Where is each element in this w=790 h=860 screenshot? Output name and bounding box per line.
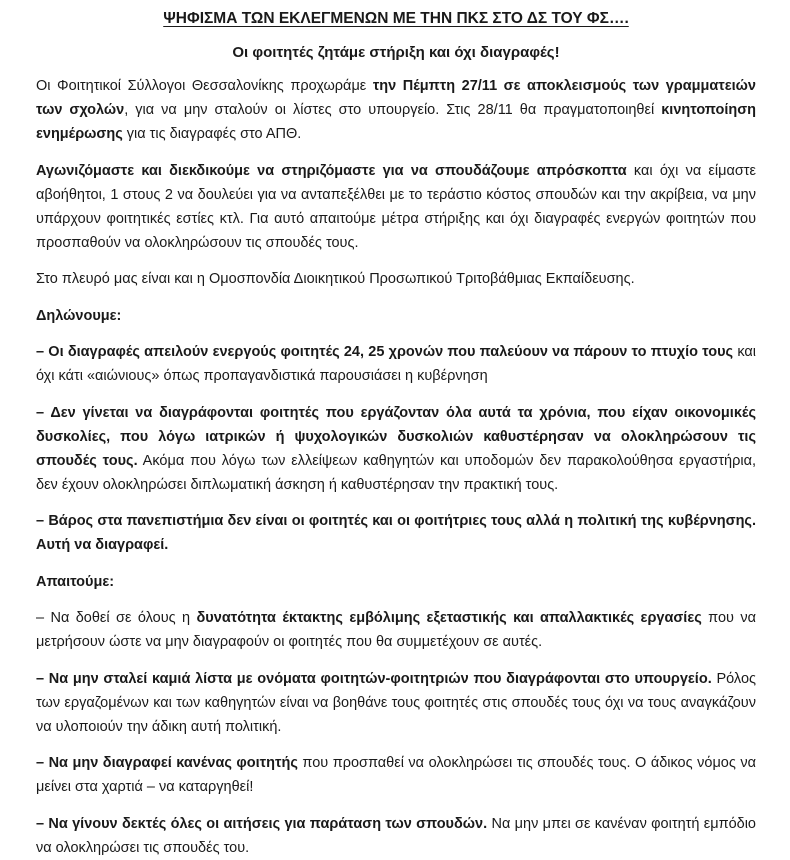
text-segment: και όχι κάτι «αιώνιους» όπως προπαγανδιστικά παρουσιάσει η κυβέρνηση	[36, 344, 756, 384]
paragraph	[36, 606, 756, 654]
text-segment: Στο πλευρό μας είναι και η Ομοσπονδία Διοικητικού Προσωπικού Τριτοβάθμιας Εκπαίδευσης.	[36, 271, 635, 287]
text-segment: δυνατότητα έκτακτης εμβόλιμης εξεταστικής και απαλλακτικές εργασίες	[196, 610, 702, 626]
text-segment: και όχι να είμαστε αβοήθητοι, 1 στους 2 να δουλεύει για να ανταπεξέλθει με το τεράστιο κόστος σπουδών και την ακρίβεια, να μην υπάρχουν φοιτητικές εστίες κτλ. Για αυτό απαιτούμε μέτρα στήριξης και όχι διαγραφές ενεργών φοιτητών που προσπαθούν να ολοκληρώσουν τις σπουδές τους.	[36, 162, 756, 251]
paragraph	[36, 667, 756, 739]
paragraph	[36, 570, 756, 594]
text-segment: – Δεν γίνεται να διαγράφονται φοιτητές που εργάζονταν όλα αυτά τα χρόνια, που είχαν οικονομικές δυσκολίες, που λόγω ιατρικών ή ψυχολογικών δυσκολιών καθυστέρησαν να ολοκληρώσουν τις σπουδές τους.	[36, 404, 756, 469]
text-segment: Οι Φοιτητικοί Σύλλογοι Θεσσαλονίκης προχωράμε	[36, 78, 373, 94]
text-segment: που να μετρήσουν ώστε να μην διαγραφούν οι φοιτητές που θα συμμετέχουν σε αυτές.	[36, 610, 756, 650]
text-segment: την Πέμπτη 27/11 σε αποκλεισμούς των γραμματειών των σχολών	[36, 78, 756, 118]
document-title: ΨΗΦΙΣΜΑ ΤΩΝ ΕΚΛΕΓΜΕΝΩΝ ΜΕ ΤΗΝ ΠΚΣ ΣΤΟ ΔΣ ΤΟΥ ΦΣ….	[163, 10, 629, 27]
paragraph	[36, 812, 756, 860]
text-segment: – Να δοθεί σε όλους η	[36, 610, 197, 626]
text-segment: για τις διαγραφές στο ΑΠΘ.	[122, 126, 302, 142]
text-segment: – Βάρος στα πανεπιστήμια δεν είναι οι φοιτητές και οι φοιτήτριες τους αλλά η πολιτική της κυβέρνησης. Αυτή να διαγραφεί.	[36, 513, 756, 553]
text-segment: Να μην μπει σε κανέναν φοιτητή εμπόδιο να ολοκληρώσει τις σπουδές του.	[36, 815, 756, 856]
text-segment: Δηλώνουμε:	[36, 307, 122, 324]
paragraph	[36, 509, 756, 557]
text-segment: που προσπαθεί να ολοκληρώσει τις σπουδές τους. Ο άδικος νόμος να μείνει στα χαρτιά – να καταργηθεί!	[36, 755, 756, 795]
paragraph	[36, 340, 756, 388]
paragraph	[36, 74, 756, 146]
paragraph	[36, 304, 756, 328]
text-segment: – Να μην διαγραφεί κανένας φοιτητής	[36, 755, 298, 771]
text-segment: – Να γίνουν δεκτές όλες οι αιτήσεις για παράταση των σπουδών.	[36, 815, 488, 832]
text-segment: – Οι διαγραφές απειλούν ενεργούς φοιτητές 24, 25 χρονών που παλεύουν να πάρουν το πτυχίο τους	[36, 344, 734, 360]
text-segment: – Να μην σταλεί καμιά λίστα με ονόματα φοιτητών-φοιτητριών που διαγράφονται στο υπουργείο.	[36, 670, 712, 687]
text-segment: Ρόλος των εργαζομένων και των καθηγητών είναι να βοηθάνε τους φοιτητές στις σπουδές τους όχι να τους αναγκάζουν να υλοποιούν την άδικη αυτή πολιτική.	[36, 670, 757, 735]
text-segment: , για να μην σταλούν οι λίστες στο υπουργείο. Στις 28/11 θα πραγματοποιηθεί	[124, 102, 662, 118]
text-segment: Απαιτούμε:	[36, 573, 115, 590]
text-segment: Ακόμα που λόγω των ελλείψεων καθηγητών και υποδομών δεν παρακολούθησα εργαστήρια, δεν έχουν ολοκληρώσει διπλωματική άσκηση ή καθυστέρησαν την πρακτική τους.	[36, 452, 756, 493]
document-body	[36, 74, 756, 860]
paragraph	[36, 159, 756, 255]
text-segment: Αγωνιζόμαστε και διεκδικούμε να στηριζόμαστε για να σπουδάζουμε απρόσκοπτα	[36, 162, 627, 179]
paragraph	[36, 401, 756, 497]
paragraph	[36, 751, 756, 799]
text-segment: κινητοποίηση ενημέρωσης	[36, 102, 756, 142]
document-subtitle: Οι φοιτητές ζητάμε στήριξη και όχι διαγραφές!	[232, 44, 560, 61]
paragraph	[36, 267, 756, 291]
